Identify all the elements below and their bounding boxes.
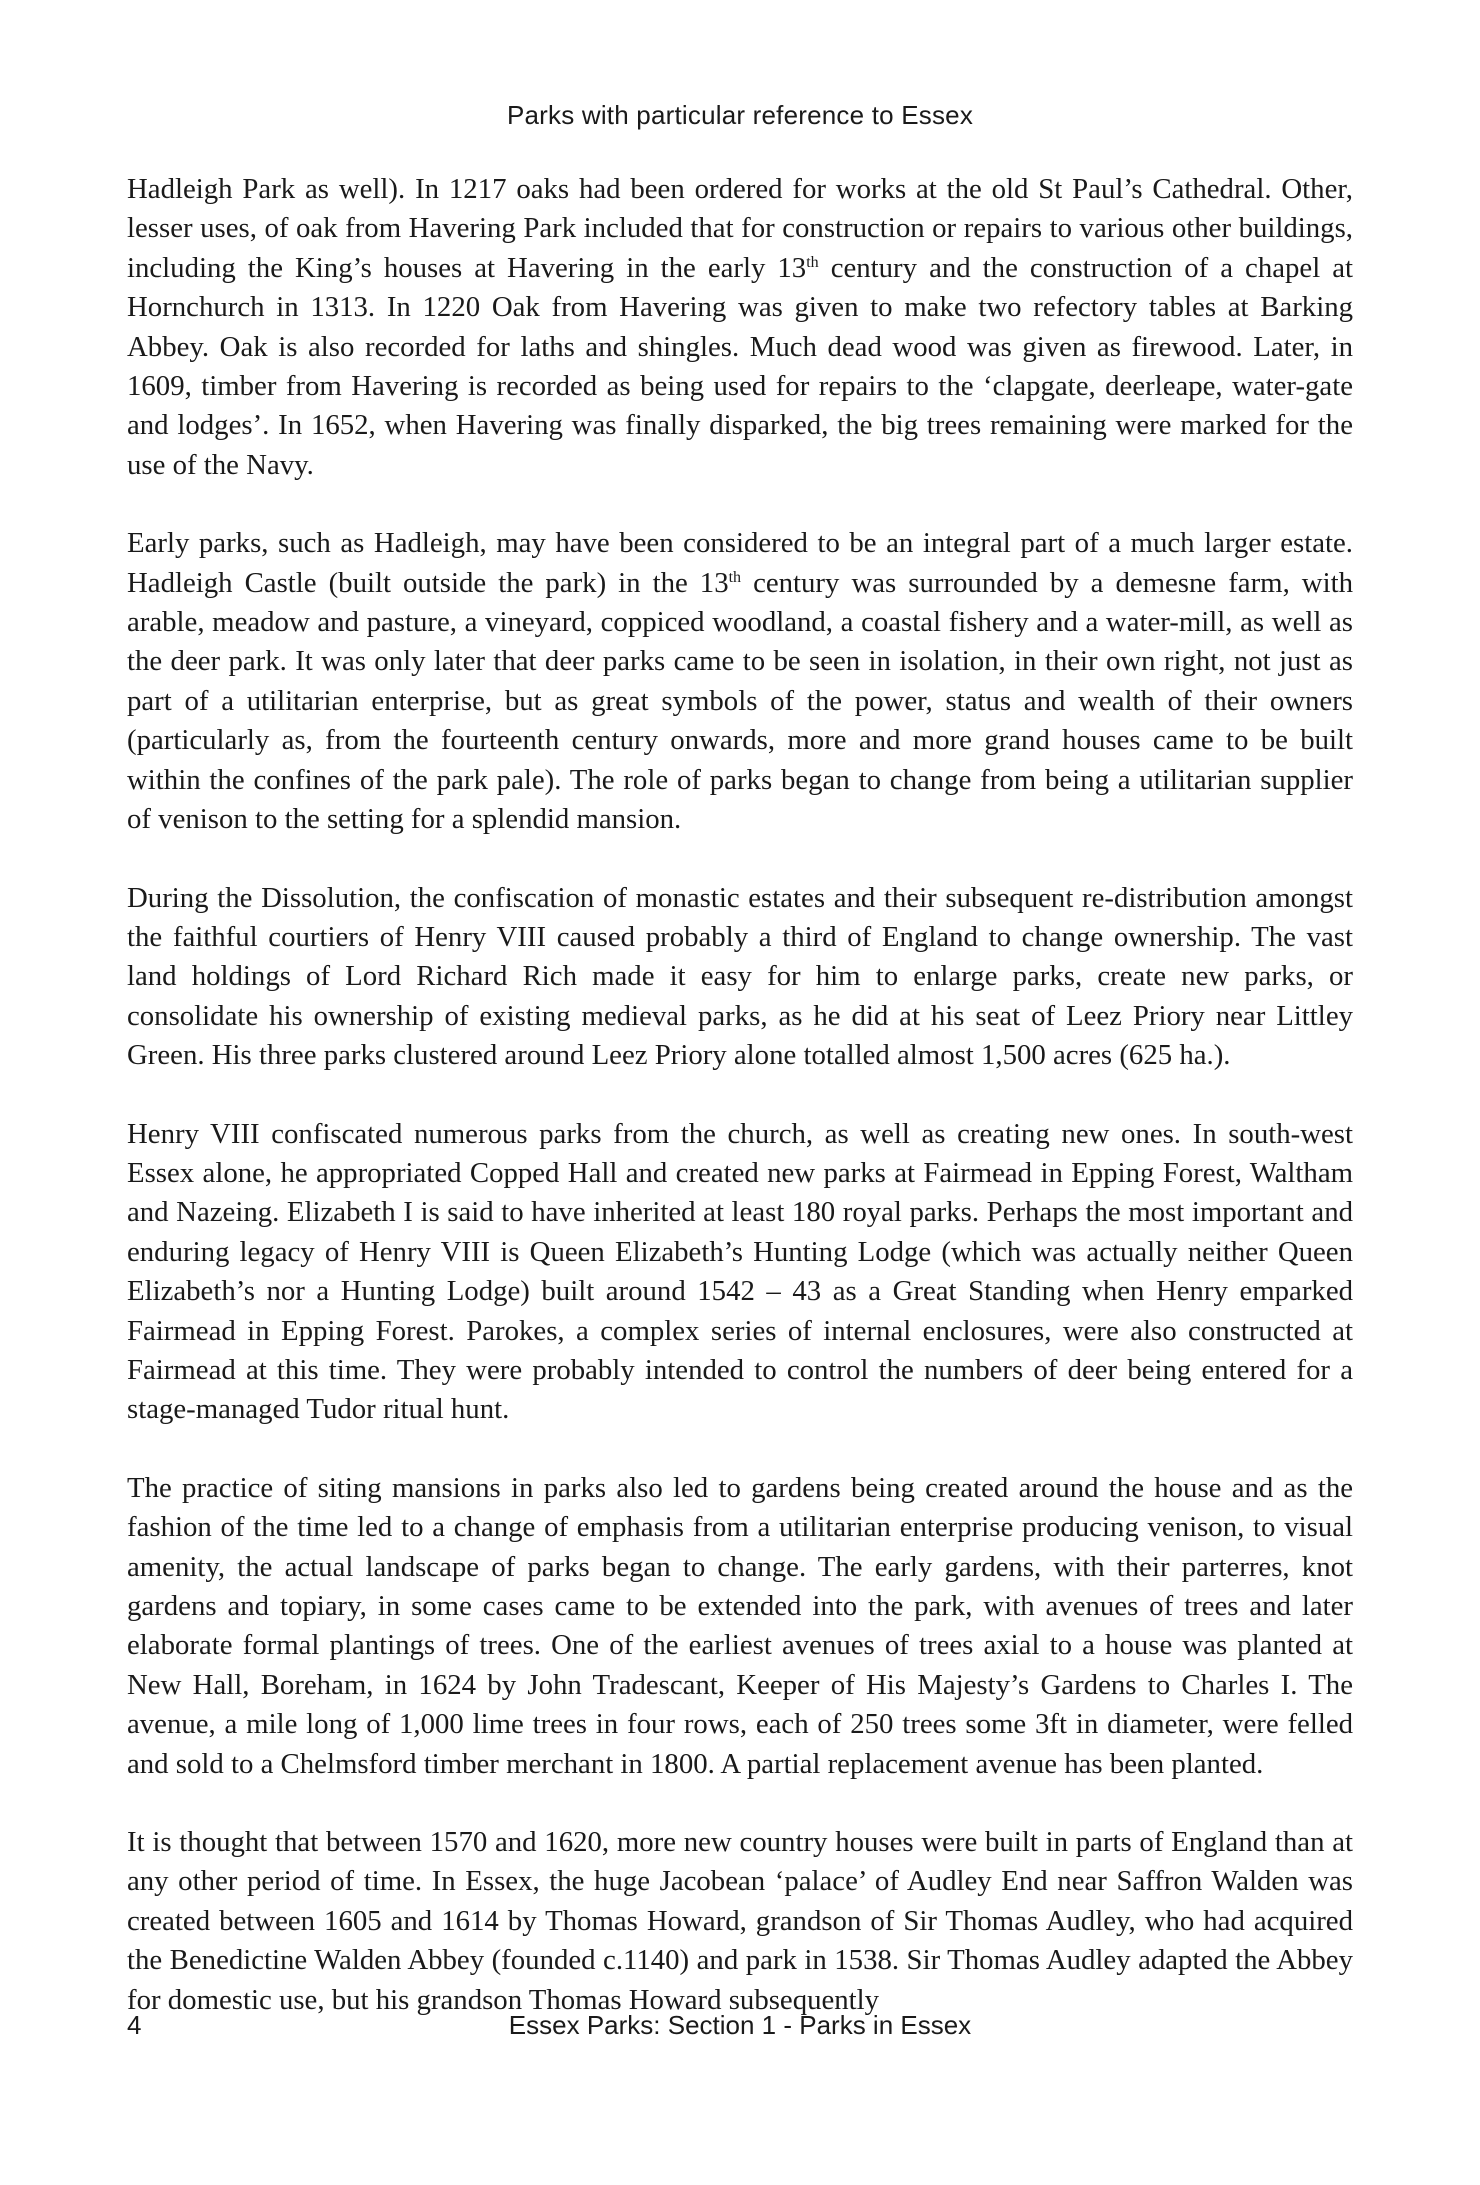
paragraph-2-part-b: century was surrounded by a demesne farm, with arable, meadow and pasture, a vineyard, coppiced woodland, a coastal fishery and a water-mill, as well as the deer park. It was only later that deer parks came to be seen in isolation, in their own right, not just as part of a utilitarian enterprise, but as great symbols of the power, status and wealth of their owners (particularly as, from the fourteenth century onwards, more and more grand houses came to be built within the confines of the park pale). The role of parks began to change from being a utilitarian supplier of venison to the setting for a splendid mansion. xyxy=(127,566,1353,836)
page-number: 4 xyxy=(127,2010,142,2040)
paragraph-1-part-a: Hadleigh Park as well). In 1217 oaks had been ordered for works at the old St Paul’s Cathedral. Other, lesser uses, of oak from Havering Park included that for construction or repairs to various other buildings, including the King’s houses at Havering in the early 13 xyxy=(127,173,1353,284)
paragraph-6: It is thought that between 1570 and 1620, more new country houses were built in parts of England than at any other period of time. In Essex, the huge Jacobean ‘palace’ of Audley End near Saffron Walden was created between 1605 and 1614 by Thomas Howard, grandson of Sir Thomas Audley, who had acquired the Benedictine Walden Abbey (founded c.1140) and park in 1538. Sir Thomas Audley adapted the Abbey for domestic use, but his grandson Thomas Howard subsequently xyxy=(127,1826,1353,2016)
body-text xyxy=(127,170,1353,2020)
paragraph-1-part-b: century and the construction of a chapel at Hornchurch in 1313. In 1220 Oak from Havering was given to make two refectory tables at Barking Abbey. Oak is also recorded for laths and shingles. Much dead wood was given as firewood. Later, in 1609, timber from Havering is recorded as being used for repairs to the ‘clapgate, deerleape, water-gate and lodges’. In 1652, when Havering was finally disparked, the big trees remaining were marked for the use of the Navy. xyxy=(127,251,1354,481)
paragraph-1 xyxy=(127,170,1353,485)
paragraph-2 xyxy=(127,524,1353,839)
paragraph-4: Henry VIII confiscated numerous parks from the church, as well as creating new ones. In south-west Essex alone, he appropriated Copped Hall and created new parks at Fairmead in Epping Forest, Waltham and Nazeing. Elizabeth I is said to have inherited at least 180 royal parks. Perhaps the most important and enduring legacy of Henry VIII is Queen Elizabeth’s Hunting Lodge (which was actually neither Queen Elizabeth’s nor a Hunting Lodge) built around 1542 – 43 as a Great Standing when Henry emparked Fairmead in Epping Forest. Parokes, a complex series of internal enclosures, were also constructed at Fairmead at this time. They were probably intended to control the numbers of deer being entered for a stage-managed Tudor ritual hunt. xyxy=(127,1117,1353,1426)
ordinal-superscript: th xyxy=(806,253,819,271)
paragraph-5: The practice of siting mansions in parks also led to gardens being created around the house and as the fashion of the time led to a change of emphasis from a utilitarian enterprise producing venison, to visual amenity, the actual landscape of parks began to change. The early gardens, with their parterres, knot gardens and topiary, in some cases came to be extended into the park, with avenues of trees and later elaborate formal plantings of trees. One of the earliest avenues of trees axial to a house was planted at New Hall, Boreham, in 1624 by John Tradescant, Keeper of His Majesty’s Gardens to Charles I. The avenue, a mile long of 1,000 lime trees in four rows, each of 250 trees some 3ft in diameter, were felled and sold to a Chelmsford timber merchant in 1800. A partial replacement avenue has been planted. xyxy=(127,1471,1353,1780)
ordinal-superscript: th xyxy=(728,568,742,586)
page-footer xyxy=(127,2010,1353,2050)
paragraph-2-part-a: Early parks, such as Hadleigh, may have been considered to be an integral part of a much larger estate. Hadleigh Castle (built outside the park) in the 13 xyxy=(127,527,1353,599)
paragraph-3: During the Dissolution, the confiscation of monastic estates and their subsequent re-distribution amongst the faithful courtiers of Henry VIII caused probably a third of England to change ownership. The vast land holdings of Lord Richard Rich made it easy for him to enlarge parks, create new parks, or consolidate his ownership of existing medieval parks, as he did at his seat of Leez Priory near Littley Green. His three parks clustered around Leez Priory alone totalled almost 1,500 acres (625 ha.). xyxy=(127,881,1353,1072)
running-header: Parks with particular reference to Essex xyxy=(506,100,974,130)
footer-title: Essex Parks: Section 1 - Parks in Essex xyxy=(508,2010,972,2040)
